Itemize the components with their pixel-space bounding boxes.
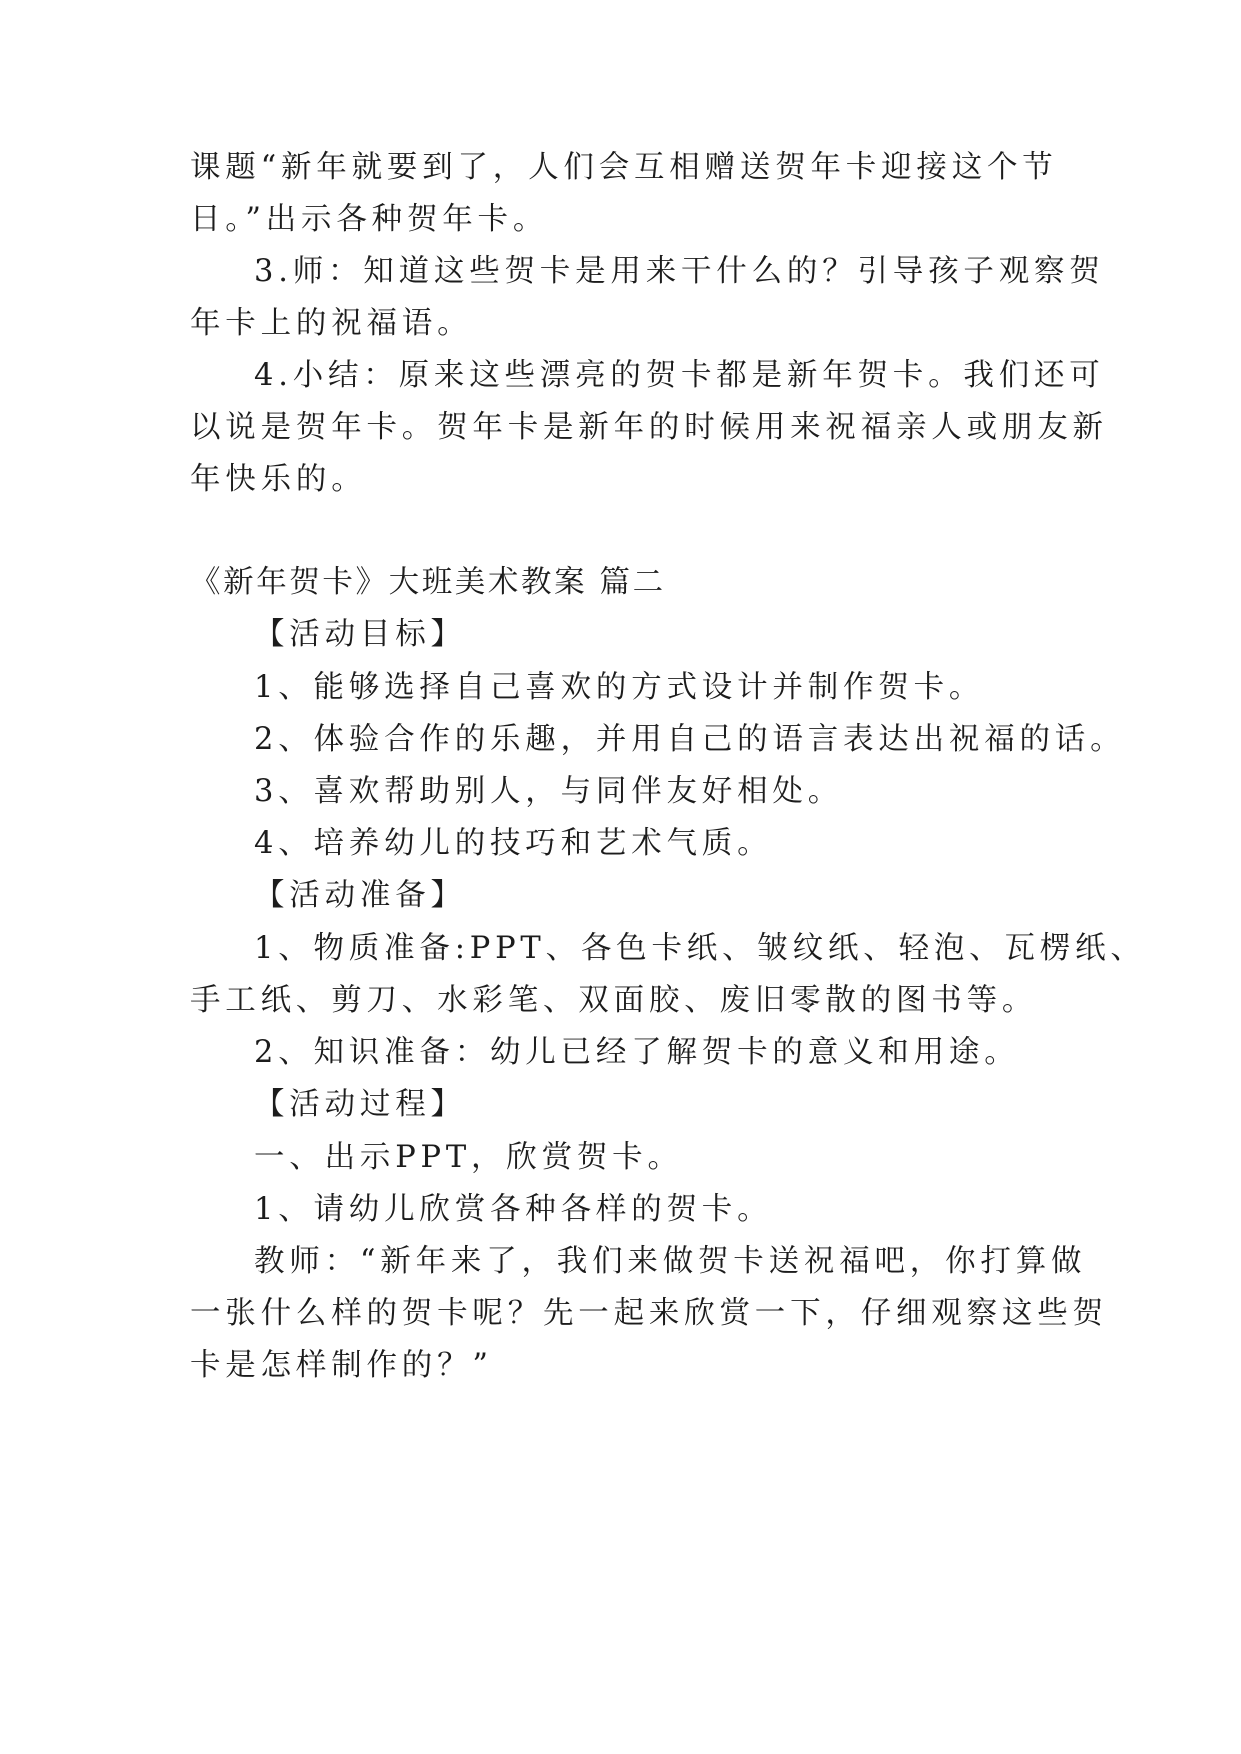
paragraph-line: 一、出示PPT，欣赏贺卡。: [254, 1140, 683, 1175]
paragraph-line: 3.师：知道这些贺卡是用来干什么的？引导孩子观察贺: [254, 254, 1105, 289]
section-title: 《新年贺卡》大班美术教案 篇二: [190, 565, 666, 600]
paragraph-line: 教师：“新年来了，我们来做贺卡送祝福吧，你打算做: [254, 1244, 1087, 1279]
paragraph-line: 一张什么样的贺卡呢？先一起来欣赏一下，仔细观察这些贺: [190, 1296, 1108, 1331]
paragraph-line: 年卡上的祝福语。: [190, 306, 473, 341]
section-heading: 【活动准备】: [254, 878, 466, 913]
list-item: 2、知识准备：幼儿已经了解贺卡的意义和用途。: [254, 1035, 1020, 1070]
paragraph-line: 以说是贺年卡。贺年卡是新年的时候用来祝福亲人或朋友新: [190, 410, 1108, 445]
list-item: 3、喜欢帮助别人，与同伴友好相处。: [254, 774, 844, 809]
paragraph-line: 手工纸、剪刀、水彩笔、双面胶、废旧零散的图书等。: [190, 983, 1038, 1018]
list-item: 4、培养幼儿的技巧和艺术气质。: [254, 826, 773, 861]
section-heading: 【活动目标】: [254, 617, 466, 652]
paragraph-line: 课题“新年就要到了，人们会互相赠送贺年卡迎接这个节: [190, 150, 1058, 185]
section-heading: 【活动过程】: [254, 1087, 466, 1122]
paragraph-line: 年快乐的。: [190, 462, 367, 497]
paragraph-line: 4.小结：原来这些漂亮的贺卡都是新年贺卡。我们还可: [254, 358, 1105, 393]
paragraph-line: 卡是怎样制作的？”: [190, 1348, 493, 1383]
paragraph-line: 日。”出示各种贺年卡。: [190, 202, 549, 237]
list-item: 1、物质准备:PPT、各色卡纸、皱纹纸、轻泡、瓦楞纸、: [254, 931, 1146, 966]
list-item: 1、请幼儿欣赏各种各样的贺卡。: [254, 1192, 773, 1227]
list-item: 2、体验合作的乐趣，并用自己的语言表达出祝福的话。: [254, 722, 1126, 757]
list-item: 1、能够选择自己喜欢的方式设计并制作贺卡。: [254, 670, 985, 705]
